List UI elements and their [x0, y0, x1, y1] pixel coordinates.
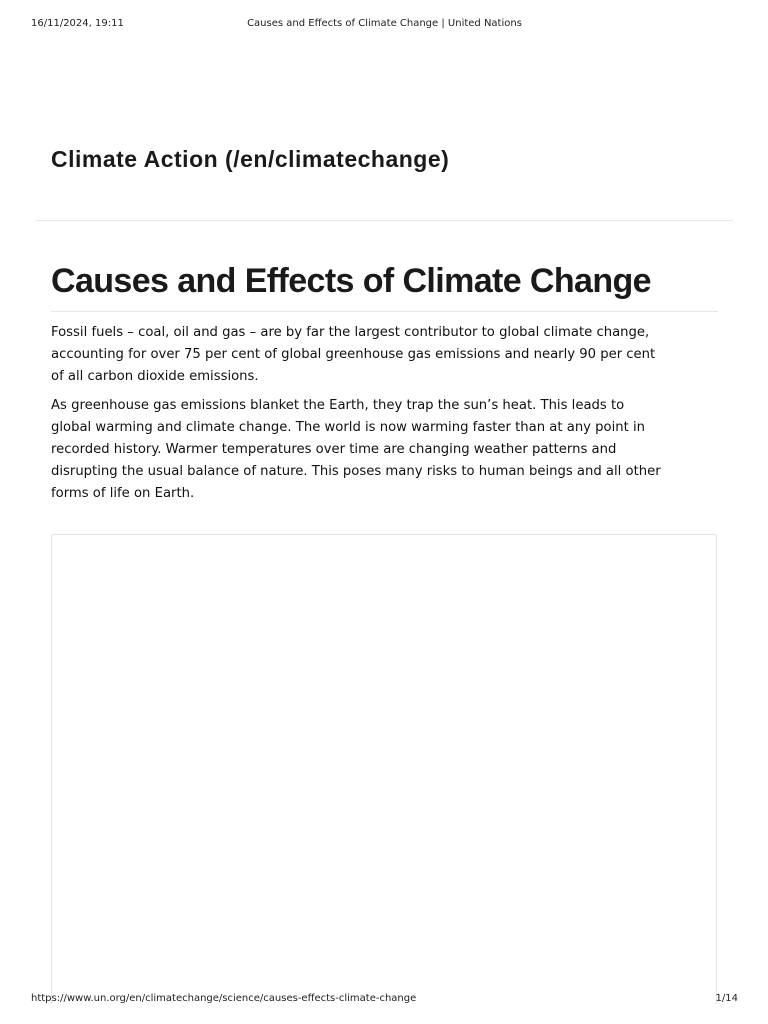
print-datetime: 16/11/2024, 19:11 — [31, 18, 124, 29]
title-divider — [51, 311, 718, 312]
header-divider — [36, 220, 733, 221]
print-url: https://www.un.org/en/climatechange/science/causes-effects-climate-change — [31, 993, 417, 1004]
print-page-number: 1/14 — [715, 993, 738, 1004]
print-footer — [31, 992, 738, 1006]
print-document-title: Causes and Effects of Climate Change | United Nations — [247, 18, 522, 29]
article-paragraph-2: As greenhouse gas emissions blanket the Earth, they trap the sun’s heat. This leads to global warming and climate change. The world is now warming faster than at any point in recorded history. Warmer temperatures over time are changing weather patterns and disrupting the usual balance of nature. This poses many risks to human beings and all other forms of life on Earth. — [51, 398, 661, 501]
article-body — [51, 322, 663, 512]
print-header — [31, 17, 738, 31]
embedded-media-frame — [51, 534, 717, 1004]
page-title: Causes and Effects of Climate Change — [51, 262, 651, 300]
site-title-link[interactable]: Climate Action (/en/climatechange) — [51, 146, 450, 172]
article-paragraph-1: Fossil fuels – coal, oil and gas – are by far the largest contributor to global climate change, accounting for over 75 per cent of global greenhouse gas emissions and nearly 90 per cent of all carbon dioxide emissions. — [51, 325, 656, 384]
